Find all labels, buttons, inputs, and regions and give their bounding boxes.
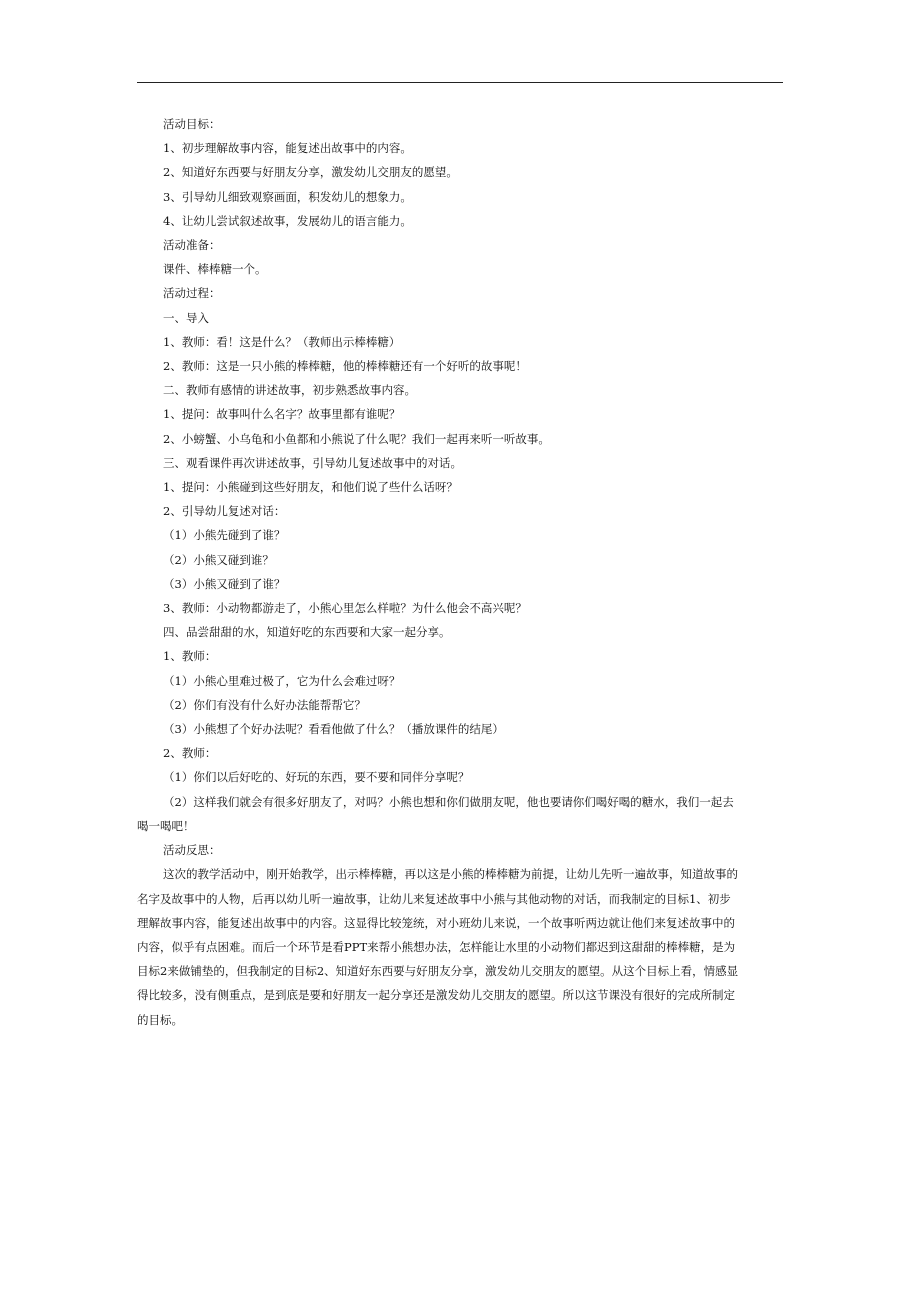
text-line: 课件、棒棒糖一个。 <box>163 262 267 277</box>
text-line: 2、教师： <box>163 746 217 761</box>
text-line: 三、观看课件再次讲述故事，引导幼儿复述故事中的对话。 <box>163 455 462 470</box>
text-line: 二、教师有感情的讲述故事，初步熟悉故事内容。 <box>163 383 416 398</box>
text-line: 3、引导幼儿细致观察画面，积发幼儿的想象力。 <box>163 189 412 204</box>
header-rule <box>137 82 783 83</box>
reflection-line: 名字及故事中的人物，后再以幼儿听一遍故事，让幼儿来复述故事中小熊与其他动物的对话，而我制定的目标1、初步 <box>137 891 731 906</box>
text-line: 活动反思： <box>163 843 221 858</box>
reflection-line: 理解故事内容，能复述出故事中的内容。这显得比较笼统，对小班幼儿来说，一个故事听两边就让他们来复述故事中的 <box>137 915 735 930</box>
text-line: 活动目标： <box>163 117 221 131</box>
text-line: （1）小熊先碰到了谁？ <box>163 528 286 543</box>
reflection-line: 这次的教学活动中，刚开始教学，出示棒棒糖，再以这是小熊的棒棒糖为前提，让幼儿先听一遍故事，知道故事的 <box>163 867 738 882</box>
text-line: 1、初步理解故事内容，能复述出故事中的内容。 <box>163 141 412 156</box>
text-line: 2、引导幼儿复述对话： <box>163 504 286 519</box>
text-line: 活动准备： <box>163 238 221 253</box>
text-line: （2）小熊又碰到谁？ <box>163 552 274 567</box>
lesson-plan-lines <box>137 112 785 862</box>
text-line: （2）这样我们就会有很多好朋友了，对吗？小熊也想和你们做朋友呢，他也要请你们喝好喝的糖水，我们一起去 <box>163 794 734 809</box>
text-line: 一、导入 <box>163 310 209 325</box>
text-line: 1、教师：看！这是什么？（教师出示棒棒糖） <box>163 334 401 349</box>
text-line: 2、知道好东西要与好朋友分享，激发幼儿交朋友的愿望。 <box>163 165 458 180</box>
text-line: 1、教师： <box>163 649 217 664</box>
document-body <box>137 112 785 1032</box>
text-line: 2、小螃蟹、小乌龟和小鱼都和小熊说了什么呢？我们一起再来听一听故事。 <box>163 431 550 446</box>
reflection-line: 目标2来做铺垫的，但我制定的目标2、知道好东西要与好朋友分享，激发幼儿交朋友的愿望。从这个目标上看，情感显 <box>137 964 739 979</box>
text-line: 喝一喝吧！ <box>137 818 195 833</box>
text-line: 2、教师：这是一只小熊的棒棒糖，他的棒棒糖还有一个好听的故事呢！ <box>163 359 527 374</box>
text-line: （1）你们以后好吃的、好玩的东西，要不要和同伴分享呢？ <box>163 770 470 785</box>
reflection-line: 的目标。 <box>137 1012 183 1027</box>
text-line: （2）你们有没有什么好办法能帮帮它？ <box>163 697 366 712</box>
text-line: 1、提问：故事叫什么名字？故事里都有谁呢？ <box>163 407 401 422</box>
text-line: 四、品尝甜甜的水，知道好吃的东西要和大家一起分享。 <box>163 625 451 640</box>
text-line: （3）小熊想了个好办法呢？看看他做了什么？（播放课件的结尾） <box>163 722 504 737</box>
text-line: （1）小熊心里难过极了，它为什么会难过呀？ <box>163 673 401 688</box>
text-line: （3）小熊又碰到了谁？ <box>163 576 286 591</box>
text-line: 4、让幼儿尝试叙述故事，发展幼儿的语言能力。 <box>163 213 412 228</box>
text-line: 3、教师：小动物都游走了，小熊心里怎么样啦？为什么他会不高兴呢？ <box>163 601 527 616</box>
reflection-line: 内容，似乎有点困难。而后一个环节是看PPT来帮小熊想办法，怎样能让水里的小动物们都迟到这甜甜的棒棒糖，是为 <box>137 939 736 954</box>
text-line: 1、提问：小熊碰到这些好朋友，和他们说了些什么话呀？ <box>163 480 458 495</box>
reflection-line: 得比较多，没有侧重点，是到底是要和好朋友一起分享还是激发幼儿交朋友的愿望。所以这节课没有很好的完成所制定 <box>137 988 735 1003</box>
reflection-paragraph <box>137 862 785 1031</box>
text-line: 活动过程： <box>163 286 221 301</box>
